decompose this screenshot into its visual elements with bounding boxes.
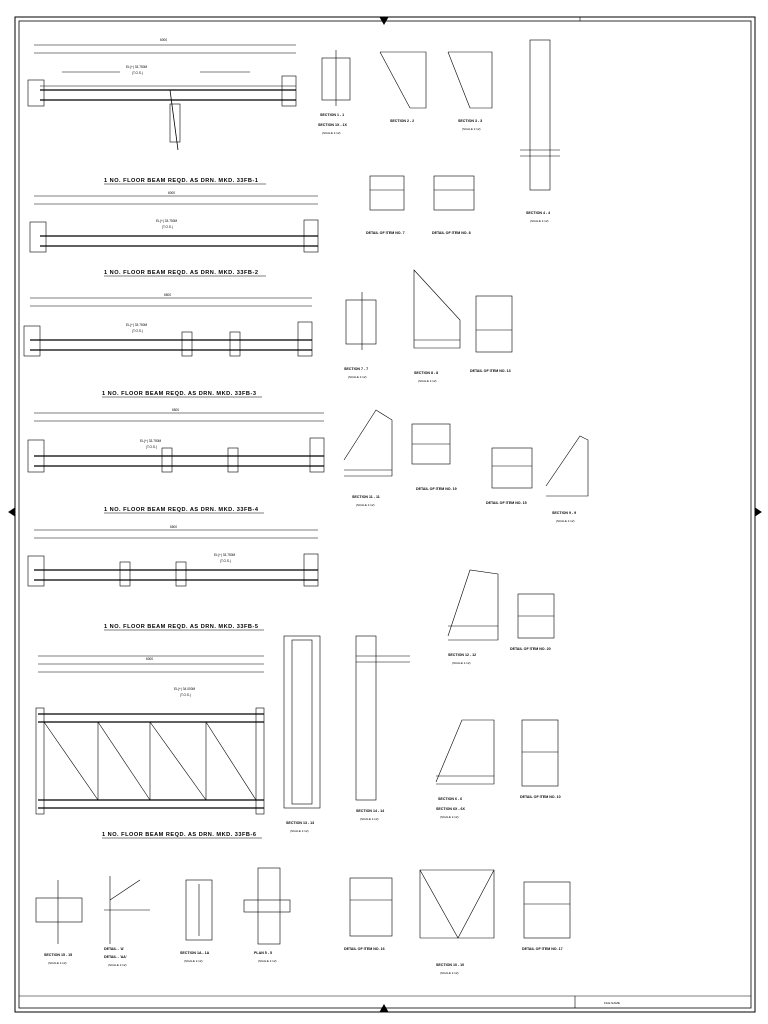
beam-title-2: 1 NO. FLOOR BEAM REQD. AS DRN. MKD. 33FB-2	[104, 270, 259, 276]
detail-scale: (SCALE 1:12)	[48, 961, 67, 965]
detail-title: SECTION 9 - 9	[552, 511, 577, 515]
detail-title: SECTION 10 - 10	[436, 963, 465, 967]
beam-title-5: 1 NO. FLOOR BEAM REQD. AS DRN. MKD. 33FB-5	[104, 624, 259, 630]
detail-title: DETAIL OF ITEM NO. 7	[366, 231, 405, 235]
detail-title: DETAIL OF ITEM NO. 10	[520, 795, 561, 799]
detail-title: DETAIL OF ITEM NO. 16	[344, 947, 385, 951]
beam-span-3: 6500	[164, 293, 172, 297]
beam-level-5: EL(+) 33.750M	[214, 553, 236, 557]
beam-tos-6: (T.O.S.)	[180, 693, 191, 697]
detail-title: SECTION 4 - 4	[526, 211, 551, 215]
detail-title: SECTION 6X - 6X	[436, 807, 465, 811]
beam-span-1: 6000	[160, 38, 168, 42]
beam-title-4: 1 NO. FLOOR BEAM REQD. AS DRN. MKD. 33FB-4	[104, 507, 259, 513]
beam-span-5: 6500	[170, 525, 178, 529]
detail-title: SECTION 14 - 14	[356, 809, 385, 813]
detail-title: DETAIL - 'A'	[104, 947, 125, 951]
detail-scale: (SCALE 1:12)	[322, 131, 341, 135]
detail-title: SECTION 11 - 11	[352, 495, 380, 499]
beam-span-6: 6000	[146, 657, 154, 661]
beam-level-1: EL(+) 33.750M	[126, 65, 148, 69]
footer-label: FILE NAME	[604, 1001, 620, 1005]
detail-scale: (SCALE 1:12)	[440, 815, 459, 819]
beam-span-2: 6000	[168, 191, 176, 195]
detail-scale: (SCALE 1:12)	[290, 829, 309, 833]
detail-scale: (SCALE 1:12)	[258, 959, 277, 963]
detail-scale: (SCALE 1:12)	[348, 375, 367, 379]
beam-level-6: EL(+) 34.000M	[174, 687, 196, 691]
beam-span-4: 6500	[172, 408, 180, 412]
detail-scale: (SCALE 1:12)	[360, 817, 379, 821]
detail-scale: (SCALE 1:12)	[452, 661, 471, 665]
detail-title: DETAIL OF ITEM NO. 19	[416, 487, 457, 491]
beam-title-3: 1 NO. FLOOR BEAM REQD. AS DRN. MKD. 33FB-3	[102, 391, 257, 397]
sheet-border	[9, 17, 761, 1012]
detail-title: SECTION 6 - 6	[438, 797, 463, 801]
detail-scale: (SCALE 1:12)	[184, 959, 203, 963]
detail-titles	[44, 113, 576, 975]
detail-title: SECTION 1A - 1A	[180, 951, 210, 955]
detail-title: DETAIL OF ITEM NO. 17	[522, 947, 563, 951]
detail-title: SECTION 8 - 8	[414, 371, 439, 375]
detail-scale: (SCALE 1:12)	[440, 971, 459, 975]
beam-tos-4: (T.O.S.)	[146, 445, 157, 449]
beam-elevation-33fb-3	[24, 298, 312, 356]
detail-title: SECTION 13 - 13	[286, 821, 315, 825]
detail-title: SECTION 2 - 2	[390, 119, 415, 123]
detail-scale: (SCALE 1:12)	[418, 379, 437, 383]
beam-elevation-33fb-2	[30, 196, 318, 252]
beam-tos-2: (T.O.S.)	[162, 225, 173, 229]
beam-elevation-33fb-1	[28, 45, 296, 150]
beam-title-6: 1 NO. FLOOR BEAM REQD. AS DRN. MKD. 33FB-6	[102, 832, 257, 838]
detail-scale: (SCALE 1:12)	[530, 219, 549, 223]
detail-title: DETAIL - 'AA'	[104, 955, 127, 959]
detail-title: DETAIL OF ITEM NO. 15	[486, 501, 527, 505]
detail-title: DETAIL OF ITEM NO. 13	[470, 369, 511, 373]
detail-title: SECTION 1 - 1	[320, 113, 345, 117]
beam-level-3: EL(+) 33.750M	[126, 323, 148, 327]
detail-title: DETAIL OF ITEM NO. 20	[510, 647, 551, 651]
beam-tos-1: (T.O.S.)	[132, 71, 143, 75]
detail-scale: (SCALE 1:12)	[462, 127, 481, 131]
beam-level-4: EL(+) 33.750M	[140, 439, 162, 443]
detail-title: SECTION 3 - 3	[458, 119, 483, 123]
detail-scale: (SCALE 1:12)	[556, 519, 575, 523]
detail-title: DETAIL OF ITEM NO. 8	[432, 231, 471, 235]
detail-scale: (SCALE 1:12)	[356, 503, 375, 507]
detail-title: SECTION 12 - 12	[448, 653, 477, 657]
beam-elevation-33fb-5	[28, 530, 318, 586]
beam-tos-3: (T.O.S.)	[132, 329, 143, 333]
detail-title: SECTION 15 - 15	[44, 953, 73, 957]
detail-title: SECTION 1X - 1X	[318, 123, 347, 127]
beam-tos-5: (T.O.S.)	[220, 559, 231, 563]
detail-title: SECTION 7 - 7	[344, 367, 369, 371]
beam-elevation-33fb-4	[28, 413, 324, 472]
beam-elevation-33fb-6	[36, 656, 264, 814]
detail-scale: (SCALE 1:12)	[108, 963, 127, 967]
beam-level-2: EL(+) 33.750M	[156, 219, 178, 223]
detail-title: PLAN 5 - 5	[254, 951, 272, 955]
beam-title-1: 1 NO. FLOOR BEAM REQD. AS DRN. MKD. 33FB-1	[104, 178, 259, 184]
